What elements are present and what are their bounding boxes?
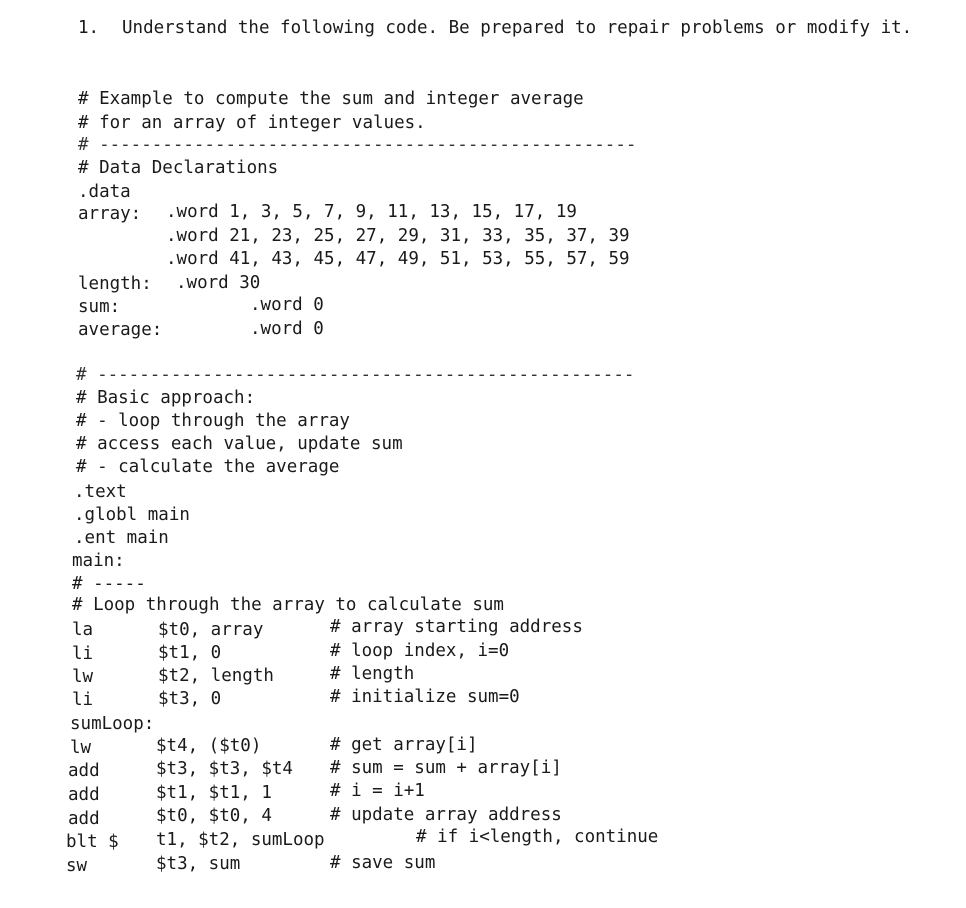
code-comment-line: # - loop through the array: [76, 411, 350, 431]
code-opcode: lw: [72, 667, 94, 687]
code-data-line: .word 21, 23, 25, 27, 29, 31, 33, 35, 37, 39: [166, 226, 630, 246]
code-directive: .ent main: [74, 528, 169, 548]
code-opcode: sw: [66, 856, 88, 876]
code-opcode: lw: [70, 738, 92, 758]
code-comment-line: # access each value, update sum: [76, 434, 403, 454]
code-opcode: la: [72, 620, 94, 640]
code-operands: $t3, 0: [158, 689, 222, 709]
code-data-line: .word 1, 3, 5, 7, 9, 11, 13, 15, 17, 19: [166, 202, 577, 222]
code-opcode: blt $: [66, 832, 119, 852]
code-separator: # -----: [72, 574, 146, 594]
question-text: Understand the following code. Be prepared to repair problems or modify it.: [122, 18, 913, 38]
code-operands: $t0, array: [158, 620, 264, 640]
code-separator: # ---------------------------------------------------: [76, 365, 635, 385]
code-opcode: add: [68, 785, 100, 805]
code-directive: .globl main: [74, 505, 190, 525]
code-inline-comment: # array starting address: [330, 617, 583, 637]
code-operands: $t1, 0: [158, 643, 222, 663]
code-comment-line: # Example to compute the sum and integer average: [78, 89, 584, 109]
code-label: array:: [78, 204, 142, 224]
code-comment-line: # Data Declarations: [78, 158, 279, 178]
code-operands: $t0, $t0, 4: [156, 806, 272, 826]
code-operands: $t3, $t3, $t4: [156, 759, 293, 779]
code-inline-comment: # update array address: [330, 805, 562, 825]
question-number: 1.: [78, 18, 100, 38]
code-inline-comment: # sum = sum + array[i]: [330, 758, 562, 778]
code-operands: $t4, ($t0): [156, 736, 262, 756]
code-operands: t1, $t2, sumLoop: [156, 830, 325, 850]
code-label: average:: [78, 320, 163, 340]
code-operands: $t3, sum: [156, 854, 241, 874]
code-inline-comment: # initialize sum=0: [330, 687, 520, 707]
code-data-line: .word 41, 43, 45, 47, 49, 51, 53, 55, 57, 59: [166, 249, 630, 269]
code-directive: .text: [74, 482, 127, 502]
code-opcode: li: [72, 644, 94, 664]
code-opcode: add: [68, 809, 100, 829]
code-comment-line: # Loop through the array to calculate sum: [72, 595, 504, 615]
code-comment-line: # Basic approach:: [76, 388, 256, 408]
code-label: main:: [72, 551, 125, 571]
code-inline-comment: # get array[i]: [330, 735, 478, 755]
code-opcode: add: [68, 761, 100, 781]
code-directive: .data: [78, 182, 131, 202]
code-inline-comment: # loop index, i=0: [330, 641, 510, 661]
code-data-line: .word 0: [250, 319, 324, 339]
code-inline-comment: # if i<length, continue: [416, 827, 659, 847]
question-heading: [78, 18, 912, 38]
code-label: sumLoop:: [70, 714, 155, 734]
code-operands: $t2, length: [158, 666, 274, 686]
code-inline-comment: # save sum: [330, 853, 436, 873]
code-operands: $t1, $t1, 1: [156, 783, 272, 803]
code-label: length:: [78, 274, 152, 294]
code-comment-line: # for an array of integer values.: [78, 113, 426, 133]
code-label: sum:: [78, 297, 121, 317]
code-inline-comment: # i = i+1: [330, 781, 425, 801]
code-data-line: .word 30: [176, 273, 261, 293]
code-comment-line: # - calculate the average: [76, 457, 340, 477]
code-separator: # ---------------------------------------------------: [78, 135, 637, 155]
code-inline-comment: # length: [330, 664, 415, 684]
code-data-line: .word 0: [250, 295, 324, 315]
code-opcode: li: [72, 690, 94, 710]
